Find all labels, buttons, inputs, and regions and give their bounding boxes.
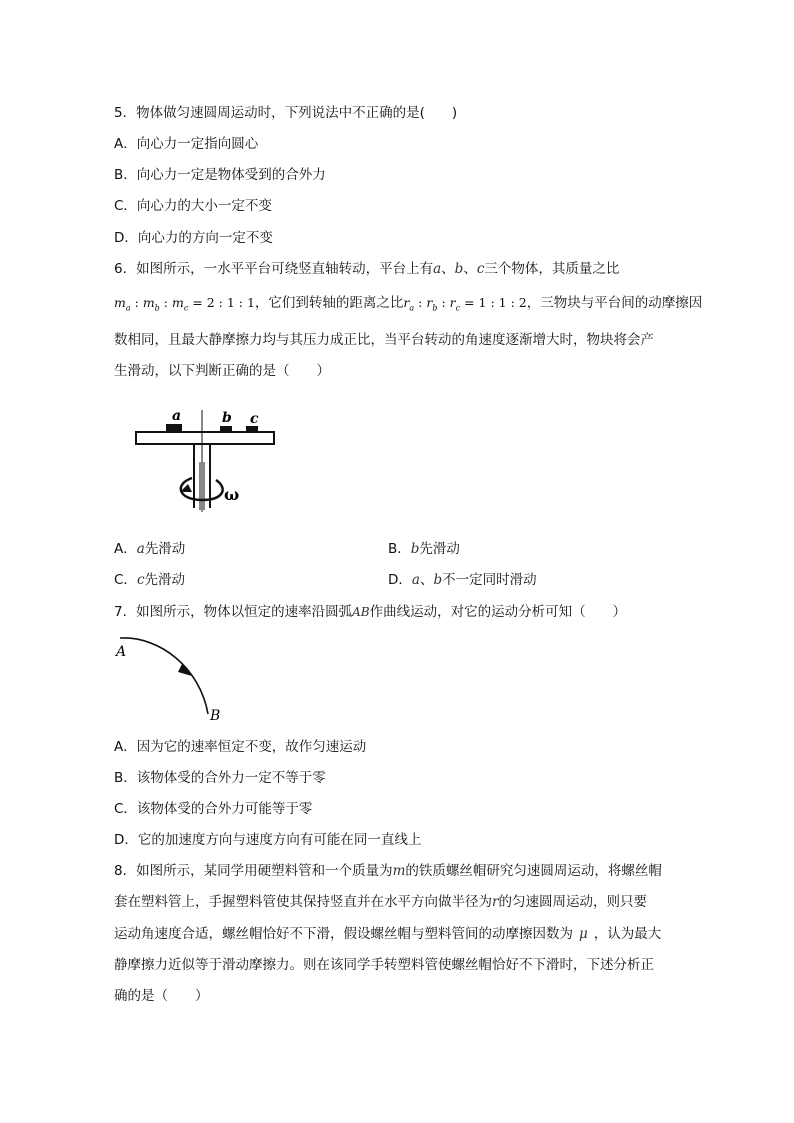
q8-line2: 套在塑料管上，手握塑料管使其保持竖直并在水平方向做半径为r的匀速圆周运动，则只要: [114, 894, 647, 910]
q7-option-a: A．因为它的速率恒定不变，故作匀速运动: [114, 739, 367, 755]
q6-stem-line2: $m_a$ : $m_b$ : $m_c = 2$ : 1 : 1，它们到转轴的距离之比$r_a$ : $r_b$ : $r_c = 1$ : 1 : 2，三物块与平台间的动摩擦因: [114, 295, 703, 313]
label-b: b: [222, 410, 232, 426]
label-A: A: [116, 644, 127, 660]
q5-stem: 5．物体做匀速圆周运动时，下列说法中不正确的是( ): [114, 105, 458, 121]
block-b: [220, 426, 232, 433]
block-c: [246, 426, 258, 433]
q5-option-d: D．向心力的方向一定不变: [114, 230, 273, 246]
q6-option-a: A．a先滑动: [114, 541, 186, 557]
q5-option-a: A．向心力一定指向圆心: [114, 136, 259, 152]
arc-ab-figure: [110, 632, 230, 724]
q6-option-d: D．a、b不一定同时滑动: [388, 572, 537, 588]
q5-option-c: C．向心力的大小一定不变: [114, 198, 272, 214]
q7-stem: 7．如图所示，物体以恒定的速率沿圆弧AB作曲线运动，对它的运动分析可知（ ）: [114, 604, 627, 620]
q8-line5: 确的是（ ）: [114, 988, 209, 1004]
block-a: [166, 424, 182, 433]
label-B: B: [210, 708, 221, 724]
q7-option-d: D．它的加速度方向与速度方向有可能在同一直线上: [114, 832, 422, 848]
rotating-platform-figure: [130, 402, 280, 514]
q7-option-b: B．该物体受的合外力一定不等于零: [114, 770, 326, 786]
q6-stem-line3: 数相同，且最大静摩擦力均与其压力成正比，当平台转动的角速度逐渐增大时，物块将会产: [114, 332, 654, 348]
q5-option-b: B．向心力一定是物体受到的合外力: [114, 167, 326, 183]
q8-line4: 静摩擦力近似等于滑动摩擦力。则在该同学手转塑料管使螺丝帽恰好不下滑时，下述分析正: [114, 957, 654, 973]
q6-stem-line1: 6．如图所示，一水平平台可绕竖直轴转动，平台上有a、b、c三个物体，其质量之比: [114, 261, 620, 277]
q7-option-c: C．该物体受的合外力可能等于零: [114, 801, 313, 817]
q8-line1: 8．如图所示，某同学用硬塑料管和一个质量为m的铁质螺丝帽研究匀速圆周运动，将螺丝帽: [114, 863, 662, 879]
q6-option-b: B．b先滑动: [388, 541, 460, 557]
label-a: a: [172, 408, 182, 424]
mass-ratio-formula: $m_a$ : $m_b$ : $m_c = 2$ : 1 : 1: [114, 295, 255, 313]
arc-path: [120, 638, 208, 714]
q6-stem-line4: 生滑动，以下判断正确的是（ ）: [114, 363, 330, 379]
q8-line3: 运动角速度合适，螺丝帽恰好不下滑，假设螺丝帽与塑料管间的动摩擦因数为 μ ，认为最大: [114, 926, 662, 942]
label-omega: ω: [224, 485, 240, 504]
label-c: c: [250, 411, 259, 427]
distance-ratio-formula: $r_a$ : $r_b$ : $r_c = 1$ : 1 : 2: [403, 295, 527, 313]
q6-option-c: C．c先滑动: [114, 572, 185, 588]
